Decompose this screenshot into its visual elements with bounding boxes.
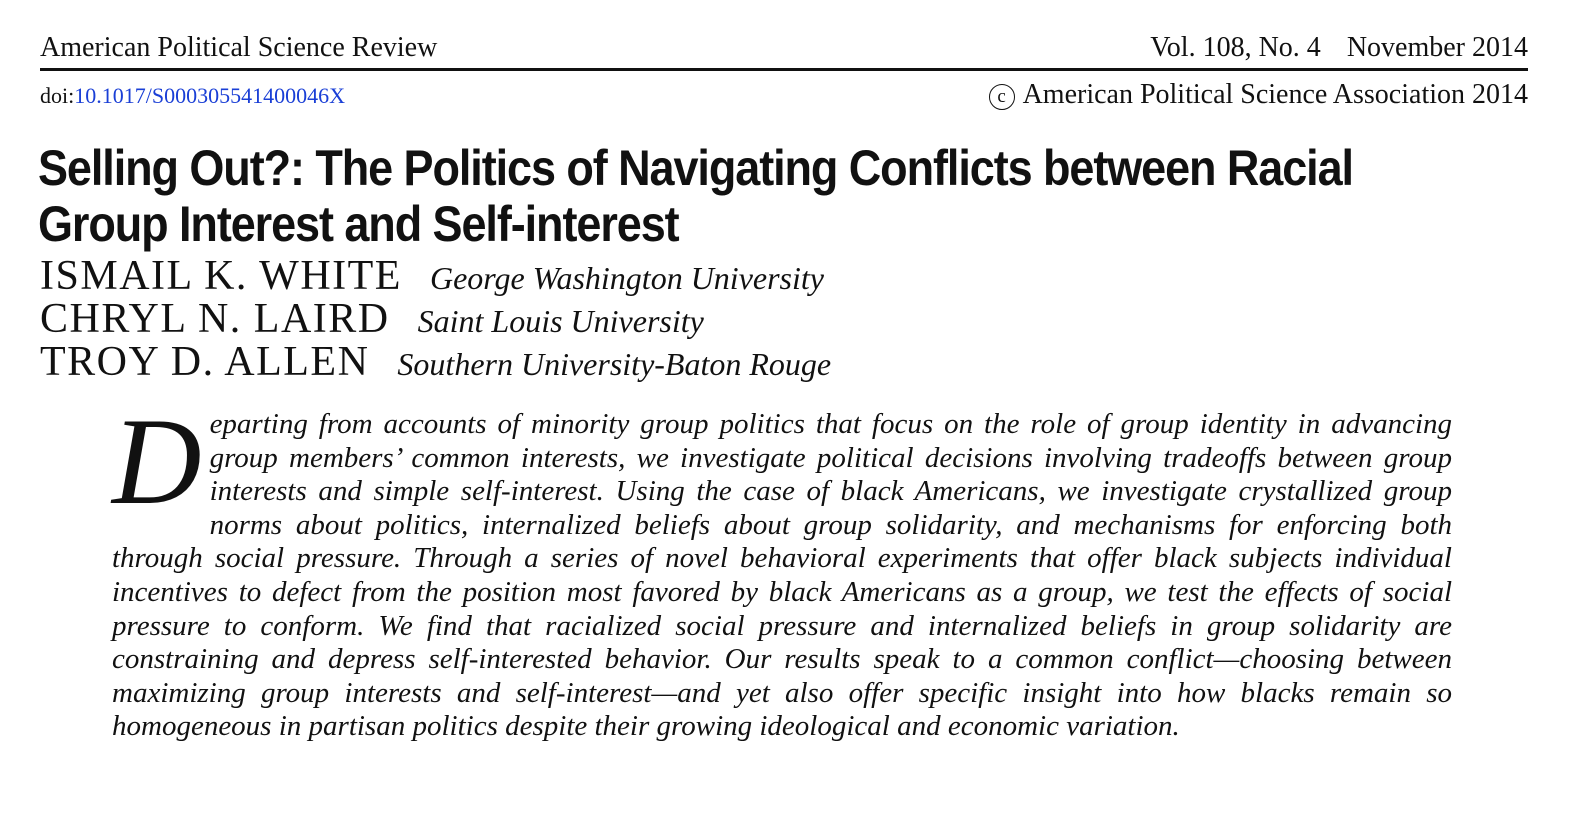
copyright-text: American Political Science Association 2014 xyxy=(1022,79,1528,110)
author-entry xyxy=(40,341,831,384)
abstract-dropcap: D xyxy=(112,393,202,530)
author-name: ISMAIL K. WHITE xyxy=(40,253,402,299)
author-entry xyxy=(40,298,831,341)
doi-link[interactable]: 10.1017/S000305541400046X xyxy=(74,83,345,108)
author-entry xyxy=(40,255,831,298)
issue-info xyxy=(1150,28,1528,68)
volume-issue: Vol. 108, No. 4 xyxy=(1150,32,1321,63)
abstract xyxy=(112,393,1452,744)
doi-line xyxy=(40,80,345,112)
copyright-line xyxy=(989,77,1528,113)
copyright-icon: c xyxy=(989,84,1015,110)
header-divider xyxy=(40,68,1528,71)
journal-name: American Political Science Review xyxy=(40,32,438,63)
journal-header xyxy=(40,28,1528,68)
author-affiliation: Southern University-Baton Rouge xyxy=(397,346,832,382)
author-affiliation: George Washington University xyxy=(429,260,824,296)
publication-date: November 2014 xyxy=(1346,32,1528,63)
author-affiliation: Saint Louis University xyxy=(417,303,704,339)
abstract-text: eparting from accounts of minority group politics that focus on the role of group identity in advancing group members’ common interests, we investigate political decisions involving tradeoffs between group interests and simple self-interest. Using the case of black Americans, we investigate crystallized group norms about politics, internalized beliefs about group solidarity, and mechanisms for enforcing both through social pressure. Through a series of novel behavioral experiments that offer black subjects individual incentives to defect from the position most favored by black Americans as a group, we test the effects of social pressure to conform. We find that racialized social pressure and internalized beliefs in group solidarity are constraining and depress self-interested behavior. Our results speak to a common conflict—choosing between maximizing group interests and self-interest—and yet also offer specific insight into how blacks remain so homogeneous in partisan politics despite their growing ideological and economic variation. xyxy=(112,408,1452,743)
doi-prefix: doi: xyxy=(40,83,75,108)
author-list xyxy=(40,255,831,384)
paper-title: Selling Out?: The Politics of Navigating Conflicts between Racial Group Interest and Self-interest xyxy=(38,140,1353,252)
author-name: CHRYL N. LAIRD xyxy=(40,296,390,342)
author-name: TROY D. ALLEN xyxy=(40,339,370,385)
